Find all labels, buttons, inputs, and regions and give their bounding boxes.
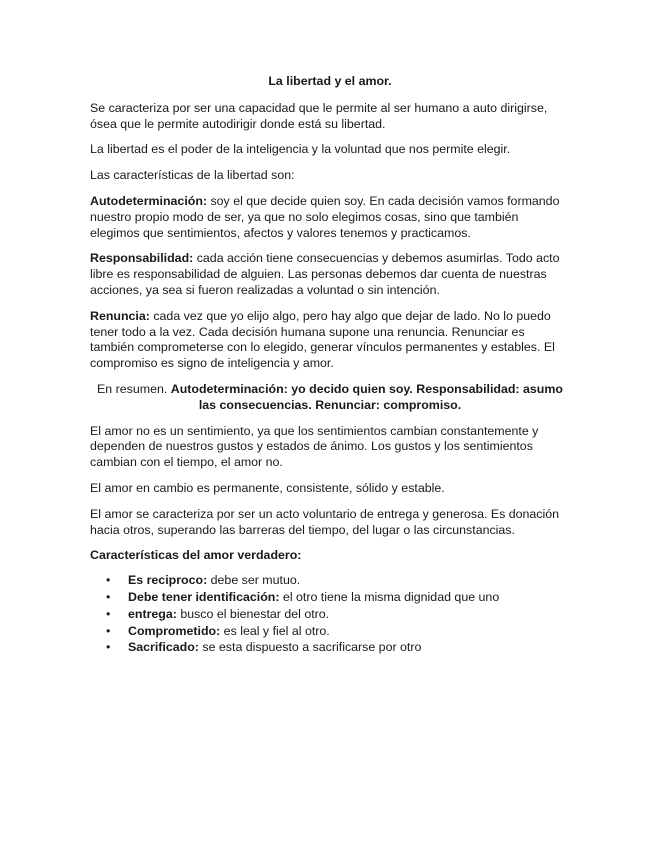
list-item-term: Sacrificado:	[128, 640, 199, 655]
list-item-text: busco el bienestar del otro.	[176, 606, 330, 621]
term-renuncia: Renuncia:	[90, 308, 150, 323]
list-item	[106, 573, 570, 589]
list-item-text: es leal y fiel al otro.	[220, 623, 330, 638]
list-item	[106, 640, 570, 656]
bullet-icon: •	[106, 640, 111, 655]
paragraph-summary	[90, 382, 570, 414]
text-renuncia: cada vez que yo elijo algo, pero hay algo que dejar de lado. No lo puedo tener todo a la vez. Cada decisión humana supone una renuncia. Renunciar es también comprometerse con lo elegido, generar vínculos permanentes y estables. El compromiso es signo de inteligencia y amor.	[90, 308, 555, 371]
bullet-icon: •	[106, 589, 111, 604]
paragraph-definition: La libertad es el poder de la inteligencia y la voluntad que nos permite elegir.	[90, 142, 511, 157]
list-item-text: debe ser mutuo.	[207, 573, 301, 588]
list-item-term: entrega:	[128, 606, 177, 621]
document-page	[90, 74, 570, 657]
paragraph-characteristics-intro: Las características de la libertad son:	[90, 168, 295, 183]
paragraph-amor-voluntary: El amor se caracteriza por ser un acto voluntario de entrega y generosa. Es donación hacia otros, superando las barreras del tiempo, del lugar o las circunstancias.	[90, 506, 560, 537]
term-responsabilidad: Responsabilidad:	[90, 251, 194, 266]
summary-bold: Autodeterminación: yo decido quien soy. Responsabilidad: asumo las consecuencias. Renunciar: compromiso.	[170, 381, 563, 412]
text-responsabilidad: cada acción tiene consecuencias y debemos asumirlas. Todo acto libre es responsabilidad de alguien. Las personas debemos dar cuenta de nuestras acciones, ya sea si fueron realizadas a voluntad o sin intención.	[90, 251, 560, 297]
text-autodeterminacion: soy el que decide quien soy. En cada decisión vamos formando nuestro propio modo de ser, ya que no solo elegimos cosas, sino que también elegimos que sentimientos, afectos y valores tenemos y practicamos.	[90, 193, 560, 240]
paragraph-renuncia	[90, 309, 570, 372]
bullet-icon: •	[106, 623, 111, 638]
paragraph-amor-permanent: El amor en cambio es permanente, consistente, sólido y estable.	[90, 480, 445, 495]
term-autodeterminacion: Autodeterminación:	[90, 193, 208, 208]
document-title: La libertad y el amor.	[268, 74, 392, 88]
paragraph-amor-not-feeling: El amor no es un sentimiento, ya que los sentimientos cambian constantemente y dependen de nuestros gustos y estados de ánimo. Los gustos y los sentimientos cambian con el tiempo, el amor no.	[90, 423, 539, 470]
paragraph-autodeterminacion	[90, 194, 570, 241]
list-item-term: Debe tener identificación:	[128, 589, 280, 604]
bullet-icon: •	[106, 606, 111, 621]
list-item	[106, 623, 570, 640]
list-item	[106, 606, 570, 623]
bullet-icon: •	[106, 573, 111, 588]
paragraph-intro: Se caracteriza por ser una capacidad que le permite al ser humano a auto dirigirse, ósea que le permite autodirigir donde está su libertad.	[90, 100, 548, 131]
love-characteristics-list	[90, 573, 570, 656]
list-item-text: el otro tiene la misma dignidad que uno	[279, 589, 500, 604]
paragraph-responsabilidad	[90, 251, 570, 298]
list-item-term: Comprometido:	[128, 623, 221, 638]
list-heading: Características del amor verdadero:	[90, 548, 302, 563]
summary-lead: En resumen.	[97, 381, 171, 396]
list-item-text: se esta dispuesto a sacrificarse por otro	[198, 640, 422, 655]
list-item-term: Es reciproco:	[128, 573, 208, 588]
list-item	[106, 589, 570, 606]
